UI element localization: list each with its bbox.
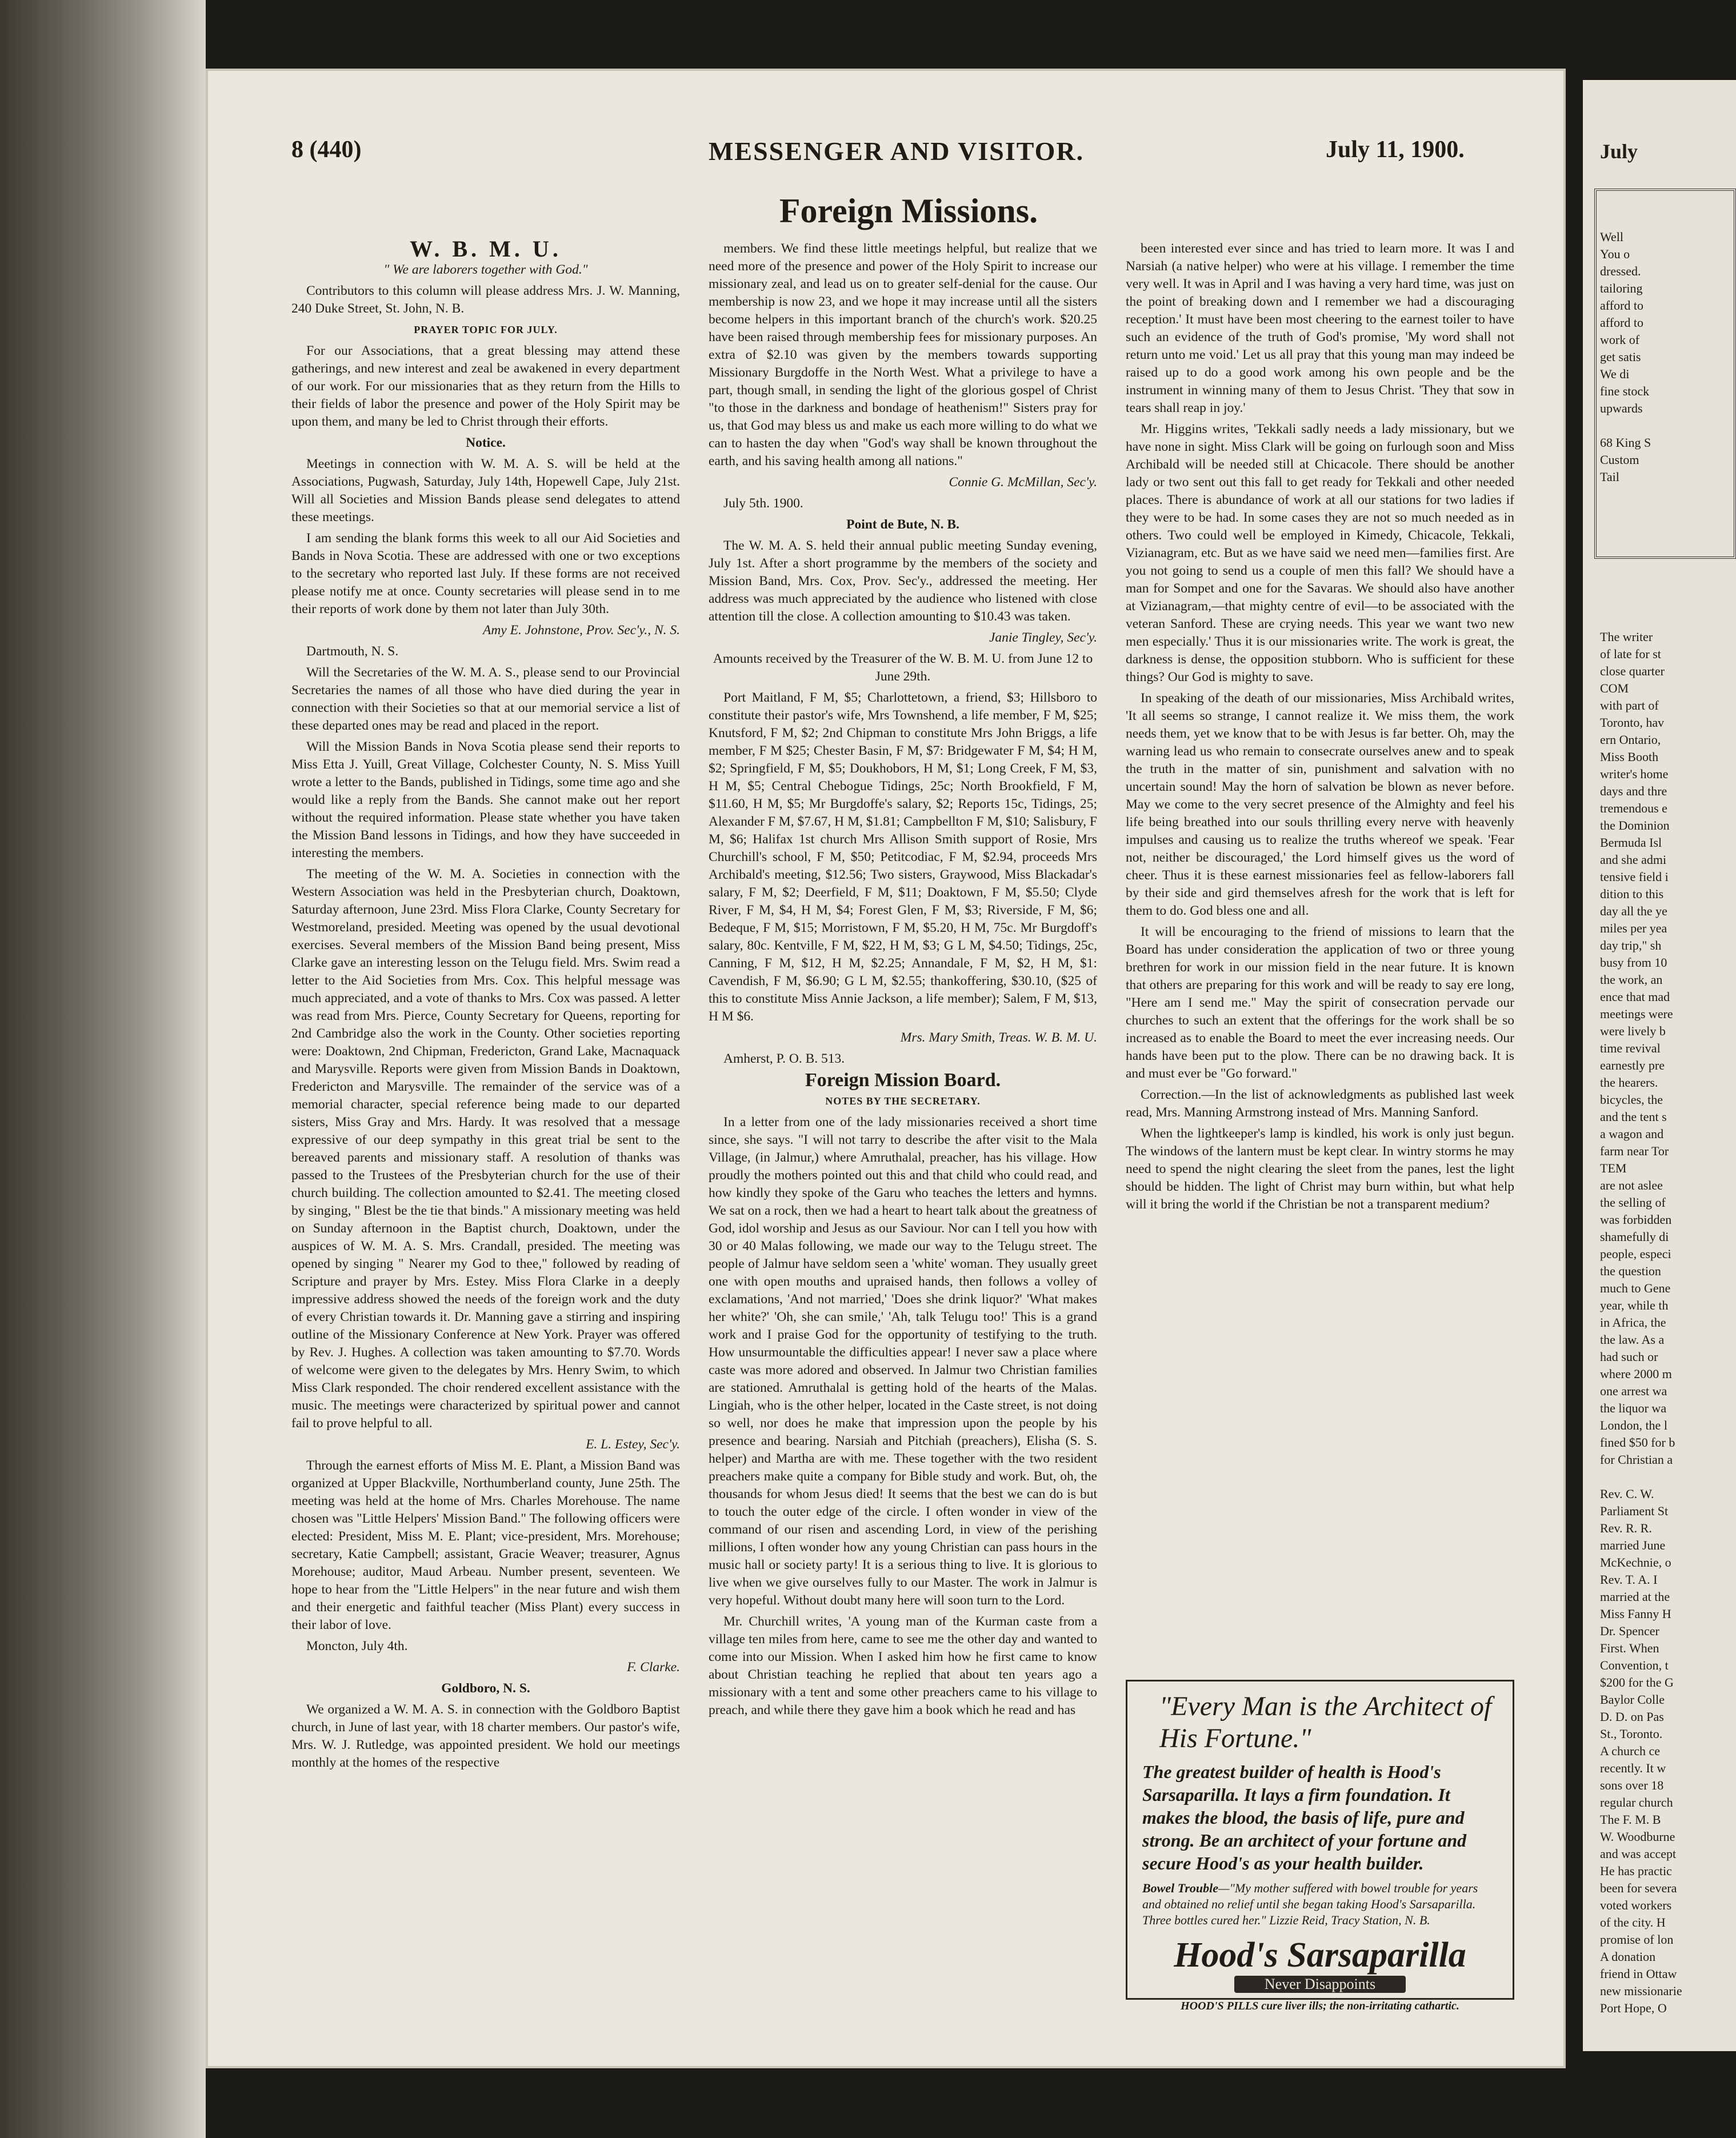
- paragraph: I am sending the blank forms this week to all our Aid Societies and Bands in Nova Scotia. These are addressed with one or two exceptions to the secretary who reported last July. If these forms are not received please notify me at once. County secretaries will please send in to me their reports of work done by them not later than July 30th.: [291, 531, 680, 616]
- paragraph: We organized a W. M. A. S. in connection with the Goldboro Baptist church, in June of last year, with 18 charter members. Our pastor's wife, Mrs. W. J. Rutledge, was appointed president. We hold our meetings monthly at the homes of the respective: [291, 1702, 680, 1770]
- fmb-heading: Foreign Mission Board.: [805, 1070, 1001, 1091]
- paragraph: When the lightkeeper's lamp is kindled, his work is only just begun. The windows of the lantern must be kept clear. In wintry storms he may need to spend the night clearing the sleet from the panes, lest the light should be hidden. The light of Christ may burn within, but what help will it bring the world if the Christian be not a transparent medium?: [1126, 1126, 1514, 1212]
- section-title: Foreign Missions.: [779, 192, 1038, 230]
- signature: Amy E. Johnstone, Prov. Sec'y., N. S.: [482, 623, 680, 638]
- date-line: July 5th. 1900.: [723, 496, 803, 511]
- signature: Janie Tingley, Sec'y.: [989, 630, 1097, 645]
- signature: Mrs. Mary Smith, Treas. W. B. M. U.: [900, 1030, 1097, 1045]
- paragraph: In speaking of the death of our missionaries, Miss Archibald writes, 'It all seems so strange, I cannot realize it. We miss them, the work needs them, yet we know that to be with Jesus is far better. Oh, may the warning lead us who remain to consecrate ourselves anew and to speak the truth in the matter of sin, punishment and salvation with no uncertain sound! May the horn of salvation be blown as never before. May we come to the very secret presence of the Almighty and feel his life being breathed into our souls thrilling every nerve with heavenly impulses and causing us to realize the truths whereof we speak. 'Fear not, neither be discouraged,' the Lord himself gives us the word of cheer. Thus it is these earnest missionaries feel as fellow-laborers fall by their side and gird themselves afresh for the work that is left for them to do. God bless one and all.: [1126, 691, 1514, 918]
- hoods-sarsaparilla-ad: [1126, 1680, 1514, 2012]
- signature: E. L. Estey, Sec'y.: [586, 1437, 680, 1452]
- correction: Correction.—In the list of acknowledgments as published last week read, Mrs. Manning Armstrong instead of Mrs. Manning Sanford.: [1126, 1087, 1514, 1120]
- place: Amherst, P. O. B. 513.: [723, 1051, 845, 1066]
- column-2: [709, 240, 1097, 1723]
- goldboro-heading: Goldboro, N. S.: [441, 1681, 530, 1696]
- masthead: MESSENGER AND VISITOR.: [709, 137, 1085, 166]
- adjacent-page-header: July: [1600, 140, 1638, 163]
- point-de-bute-heading: Point de Bute, N. B.: [846, 517, 959, 532]
- paragraph: It will be encouraging to the friend of missions to learn that the Board has under consideration the application of two or three young brethren for work in our mission field in the near future. It is known that others are preparing for this work and will be ready to say ere long, "Here am I send me." May the spirit of consecration pervade our churches to such an extent that the offerings for the work shall be so increased as to enable the Board to meet the ever increasing needs. Our hands have been put to the plow. There can be no drawing back. It is and must ever be "Go forward.": [1126, 924, 1514, 1081]
- paragraph: Mr. Higgins writes, 'Tekkali sadly needs a lady missionary, but we have none in sight. Miss Clark will be going on furlough soon and Miss Archibald will be needed still at Chicacole. There should be another lady or two sent out this fall to get ready for Tekkali and other needed places. There is abundance of work at all our stations for two ladies if they were to be had. In some cases they are not so much needed as in others. Two could well be employed in Kimedy, Chicacole, Tekkali, Vizianagram, etc. But as we have said we need men—families first. Are you not going to send us a couple of men this fall? We should have a man for Sompet and one for the Savaras. We should also have another at Vizianagram,—that mighty centre of evil—to be associated with the veteran Sanford. These are crying needs. This year we want two new men especially.' Thus it is our missionaries write. The work is great, the darkness is dense, the opposition stubborn. Who is sufficient for these things? Our God is mighty to save.: [1126, 422, 1514, 684]
- ad-headline: "Every Man is the Architect of His Fortune.": [1159, 1691, 1492, 1753]
- ad-brand: Hood's Sarsaparilla: [1174, 1936, 1466, 1975]
- prayer-topic-heading: PRAYER TOPIC FOR JULY.: [414, 324, 558, 335]
- ad-pills: HOOD'S PILLS cure liver ills; the non-irritating cathartic.: [1181, 2000, 1459, 2012]
- column-3: [1126, 240, 1514, 1217]
- paragraph: members. We find these little meetings helpful, but realize that we need more of the presence and power of the Holy Spirit to increase our missionary zeal, and lead us on to greater self-denial for the cause. Our membership is now 23, and we hope it may increase until all the sisters become helpers in this important branch of the church's work. $20.25 have been raised through membership fees for missionary purposes. An extra of $2.10 was given by the members towards supporting Missionary Burgdoffe in the North West. What a privilege to have a part, though small, in sending the light of the glorious gospel of Christ "to those in the darkness and bondage of heathenism!" Sisters pray for us, that God may bless us and make us each more willing to do what we can to hasten the day when "God's way shall be known throughout the earth, and his saving health among all nations.": [709, 241, 1097, 469]
- notice-heading: Notice.: [466, 435, 506, 450]
- adjacent-page-column: The writer of late for st close quarter COM with part of Toronto, hav ern Ontario, Miss Booth writer's home days and thre tremendous e the Dominion Bermuda Isl and she admi tensive field i dition to this day all the ye miles per yea day trip," sh busy from 10 the work, an ence that mad meetings were were lively b time revival earnestly pre the hearers. bicycles, the and the tent s a wagon and farm near Tor TEM are not aslee the selling of was forbidden shamefully di people, especi the question much to Gene year, while th in Africa, the the law. As a had such or where 2000 m one arrest wa the liquor wa London, the l fined $50 for b for Christian a Rev. C. W. Parliament St Rev. R. R. married June McKechnie, o Rev. T. A. I married at the Miss Fanny H Dr. Spencer First. When Convention, t $200 for the G Baylor Colle D. D. on Pas St., Toronto. A church ce recently. It w sons over 18 regular church The F. M. B W. Woodburne and was accept He has practic been for severa voted workers of the city. H promise of lon A donation friend in Ottaw new missionarie Port Hope, O: [1600, 630, 1682, 2015]
- page-number: 8 (440): [291, 137, 362, 163]
- fmb-subheading: NOTES BY THE SECRETARY.: [825, 1095, 981, 1107]
- adjacent-page: [1583, 80, 1736, 2051]
- ad-body: The greatest builder of health is Hood's Sarsaparilla. It lays a firm foundation. It makes the blood, the basis of life, pure and strong. Be an architect of your fortune and secure Hood's as your health builder.: [1142, 1761, 1467, 1873]
- place: Moncton, July 4th.: [306, 1639, 408, 1653]
- paragraph: Mr. Churchill writes, 'A young man of the Kurman caste from a village ten miles from here, came to see me the other day and wanted to come into our Mission. When I asked him how he first came to know about Christian teaching he replied that about ten years ago a missionary with a tent and some other preachers came to his village to preach, and while there they gave him a book which he read and has: [709, 1614, 1097, 1717]
- ad-slogan: Never Disappoints: [1234, 1976, 1406, 1993]
- paragraph: Meetings in connection with W. M. A. S. will be held at the Associations, Pugwash, Saturday, July 14th, Hopewell Cape, July 21st. Will all Societies and Mission Bands please send delegates to attend these meetings.: [291, 457, 680, 525]
- paragraph: Contributors to this column will please address Mrs. J. W. Manning, 240 Duke Street, St. John, N. B.: [291, 283, 680, 316]
- paragraph: Port Maitland, F M, $5; Charlottetown, a friend, $3; Hillsboro to constitute their pastor's wife, Mrs Townshend, a life member, F M, $25; Knutsford, F M, $2; 2nd Chipman to constitute Mrs John Briggs, a life member, F M $25; Chester Basin, F M, $7: Bridgewater F M, $4; H M, $2; Springfield, F M, $5; Doukhobors, H M, $1; Long Creek, F M, $3, H M, $5; Central Chebogue Tidings, 25c; North Brookfield, F M, $11.60, H M, $5; Mr Burgdoffe's salary, $2; Reports 15c, Tidings, 25; Alexander F M, $7.67, H M, $1.81; Campbellton F M, $10; Salisbury, F M, $6; Halifax 1st church Mrs Allison Smith support of Rosie, Mrs Churchill's school, F M, $50; Petitcodiac, F M, $2.94, proceeds Mrs Archibald's meeting, $12.56; Two sisters, Graywood, Miss Blackadar's salary, F M, $2; Deerfield, F M, $11; Doaktown, F M, $5.50; Clyde River, F M, $4, H M, $4; Forest Glen, F M, $3; Riverside, F M, $6; Bedeque, F M, $15; Morristown, F M, $5.20, H M, 75c. Mr Burgdoff's salary, 80c. Kentville, F M, $22, H M, $3; G L M, $4.50; Tidings, 25c, Canning, F M, $12, H M, $2.25; Annandale, F M, $2, H M, $1: Cavendish, F M, $6.90; G L M, $2.55; thankoffering, $30.10, ($25 of this to constitute Miss Annie Jackson, a life member); Salem, F M, $13, H M $6.: [709, 690, 1097, 1024]
- paragraph: The W. M. A. S. held their annual public meeting Sunday evening, July 1st. After a short programme by the members of the society and Mission Band, Mrs. Cox, Prov. Sec'y., addressed the meeting. Her address was much appreciated by the audience who listened with close attention till the close. A collection amounting to $10.43 was taken.: [709, 538, 1097, 624]
- signature: F. Clarke.: [627, 1660, 680, 1675]
- paragraph: In a letter from one of the lady missionaries received a short time since, she says. "I will not tarry to describe the after visit to the Mala Village, (in Jalmur,) where Amruthalal, preacher, has his village. How proudly the mothers pointed out this and that child who could read, and how kindly they spoke of the Garu who teaches the letters and hymns. We sat on a rock, then we had a heart to heart talk about the greatness of God, idol worship and Jesus as our Saviour. Nor can I tell you how with 30 or 40 Malas following, we made our way to the Telugu street. The people of Jalmur have seldom seen a 'white' woman. They usually greet one with open mouths and upraised hands, then follows a volley of exclamations, 'And not married,' 'Does she drink liquor?' 'What makes her white?' 'Oh, she can smile,' 'Ah, talk Telugu too!' This is a grand work and I praise God for the opportunity of testifying to the truth. How unsurmountable the difficulties appear! I never saw a place where caste was more adored and observed. In Jalmur two Christian families are stationed. Amruthalal is getting hold of the hearts of the Malas. Lingiah, who is the other helper, located in the Caste street, is not doing so well, nor does he make that impression upon the people by his presence and bearing. Narsiah and Pitchiah (preachers), Elisha (S. S. helper) and Martha are with me. These together with the two resident preachers make quite a company for Bible study and work. But, oh, the thousands for whom Jesus died! It seems that the best we can do is but to touch the outer edge of the circle. I often wonder in view of the command of our risen and ascending Lord, in view of the perishing millions, I often wonder how any young Christian can pass hours in the music hall or society party! It is a serious thing to live. It is glorious to live when we give ourselves fully to our Master. The work in Jalmur is very hopeful. Without doubt many here will soon turn to the Lord.: [709, 1115, 1097, 1608]
- ad-testimonial: [1142, 1880, 1498, 1928]
- paragraph: The meeting of the W. M. A. Societies in connection with the Western Association was held in the Presbyterian church, Doaktown, Saturday afternoon, June 23rd. Miss Flora Clarke, County Secretary for Westmoreland, presided. Meeting was opened by the usual devotional exercises. Several members of the Mission Band being present, Miss Clarke gave an interesting lesson on the Telugu field. Mrs. Swim read a letter to the Aid Societies from Mrs. Cox. This helpful message was much appreciated, and a vote of thanks to Mrs. Cox was passed. A letter was read from Mrs. Pierce, County Secretary for Queens, reporting for 2nd Cambridge also the work in the County. Other societies reporting were: Doaktown, 2nd Chipman, Fredericton, Grand Lake, Macnaquack and Marysville. Reports were given from Mission Bands in Doaktown, Fredericton and Marysville. The remainder of the service was of a memorial character, special reference being made to our departed sisters, Miss Gray and Mrs. Hardy. It was resolved that a message expressive of our deep sympathy in this great trial be sent to the bereaved parents and missionary staff. A resolution of thanks was passed to the Trustees of the Presbyterian church for the use of their church building. The collection amounted to $2.41. The meeting closed by singing, " Blest be the tie that binds." A missionary meeting was held on Sunday afternoon in the Baptist church, Doaktown, under the auspices of W. M. A. S. Mrs. Crandall, presided. The meeting was opened by singing " Nearer my God to thee," followed by reading of Scripture and prayer by Mrs. Estey. Miss Flora Clarke in a deeply impressive address showed the needs of the foreign work and the duty of every Christian towards it. Dr. Manning gave a stirring and inspiring outline of the Missionary Conference at New York. Prayer was offered by Rev. J. Hughes. A collection was taken amounting to $7.70. Words of welcome were given to the delegates by Mrs. Henry Swim, to which Miss Clark responded. The choir rendered excellent assistance with the music. The meetings were characterized by spiritual power and cannot fail to prove helpful to all.: [291, 867, 680, 1431]
- wbmu-heading: W. B. M. U.: [410, 236, 562, 262]
- ad-testimonial-text: —"My mother suffered with bowel trouble for years and obtained no relief until she began taking Hood's Sarsaparilla. Three bottles cured her." Lizzie Reid, Tracy Station, N. B.: [1142, 1881, 1478, 1927]
- signature: Connie G. McMillan, Sec'y.: [949, 475, 1097, 490]
- amounts-heading: Amounts received by the Treasurer of the W. B. M. U. from June 12 to June 29th.: [713, 651, 1093, 684]
- place: Dartmouth, N. S.: [306, 644, 399, 659]
- paragraph: Will the Mission Bands in Nova Scotia please send their reports to Miss Etta J. Yuill, Great Village, Colchester County, N. S. Miss Yuill wrote a letter to the Bands, published in Tidings, some time ago and she would like a reply from the Bands. She cannot make out her report without the required information. Please state whether you have taken the Mission Band lessons in Tidings, and how they have succeeded in interesting the members.: [291, 739, 680, 860]
- wbmu-motto: " We are laborers together with God.": [383, 262, 588, 277]
- book-binding: [0, 0, 206, 2138]
- paragraph: For our Associations, that a great blessing may attend these gatherings, and new interest and zeal be awakened in every department of our work. For our missionaries that as they return from the Hills to their fields of labor the presence and power of the Holy Spirit may be upon them, and many be led to Christ through their efforts.: [291, 343, 680, 429]
- adjacent-page-ad-text: Well You o dressed. tailoring afford to afford to work of get satis We di fine stock upwards 68 King S Custom Tail: [1600, 230, 1651, 484]
- paragraph: Will the Secretaries of the W. M. A. S., please send to our Provincial Secretaries the names of all those who have died during the year in connection with their Societies so that at our memorial service a list of these departed ones may be read and placed in the report.: [291, 665, 680, 733]
- column-1: [291, 236, 680, 1775]
- paragraph: been interested ever since and has tried to learn more. It was I and Narsiah (a native helper) who were at his village. I remember the time very well. It was in April and I was having a very hard time, was just on the point of breaking down and I remember we had a discouraging reception.' It must have been most cheering to the earnest toiler to have such an evidence of the truth of God's promise, 'My word shall not return unto me void.' Let us all pray that this young man may indeed be raised up to do a good work among his own people and be the instrument in winning many of them to Jesus Christ. 'They that sow in tears shall reap in joy.': [1126, 241, 1514, 415]
- ad-testimonial-label: Bowel Trouble: [1142, 1881, 1219, 1895]
- issue-date: July 11, 1900.: [1326, 137, 1465, 163]
- newspaper-page: [206, 69, 1566, 2068]
- paragraph: Through the earnest efforts of Miss M. E. Plant, a Mission Band was organized at Upper Blackville, Northumberland county, June 25th. The meeting was held at the home of Mrs. Charles Morehouse. The name chosen was "Little Helpers' Mission Band." The following officers were elected: President, Miss M. E. Plant; vice-president, Mrs. Morehouse; secretary, Katie Campbell; assistant, Gracie Weaver; treasurer, Agnus Morehouse; auditor, Maud Arbeau. Number present, seventeen. We hope to hear from the "Little Helpers" in the near future and wish them and their energetic and faithful teacher (Miss Plant) every success in their labor of love.: [291, 1458, 680, 1632]
